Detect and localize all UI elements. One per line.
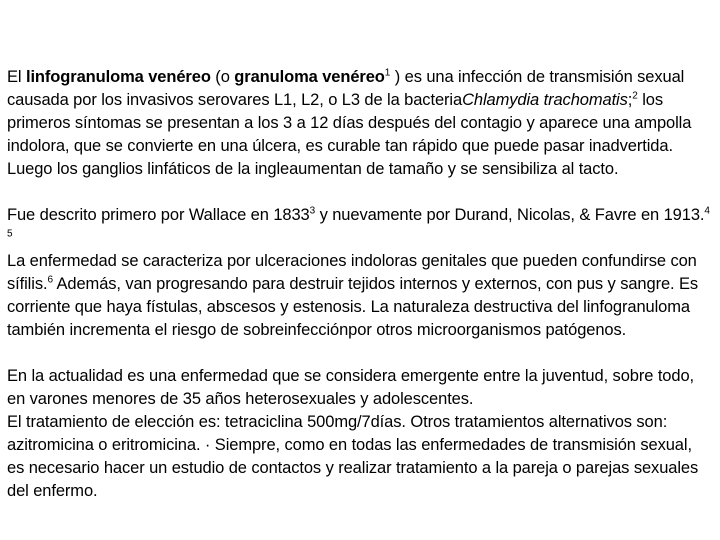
- paragraph-characteristics: [7, 250, 713, 342]
- paragraph-treatment: El tratamiento de elección es: tetraciclina 500mg/7días. Otros tratamientos alternativos son: azitromicina o eritromicina. · Siempre, como en todas las enfermedades de transmisión sexual, es necesario hacer un estudio de contactos y realizar tratamiento a la pareja o parejas sexuales del enfermo.: [7, 413, 699, 500]
- species-name: Chlamydia trachomatis: [462, 91, 628, 109]
- document-body: [7, 66, 713, 503]
- footnote-ref[interactable]: 1: [384, 67, 391, 79]
- paragraph-text: ;: [627, 91, 633, 109]
- paragraph-text: (o: [210, 68, 235, 86]
- paragraph-text: los primeros síntomas se presentan a los 3 a 12 días después del contagio y aparece una ampolla indolora, que se convierte en una úlcera, es curable tan rápido que puede pasar inadvertida. Luego los ganglios linfáticos de la ingleaumentan de tamaño y se sensibiliza al tacto.: [7, 91, 692, 178]
- term-linfogranuloma: linfogranuloma venéreo: [25, 68, 211, 86]
- term-granuloma: granuloma venéreo: [234, 68, 385, 86]
- paragraph-history: [7, 204, 713, 250]
- paragraph-definition: [7, 66, 713, 181]
- paragraph-epidemiology: En la actualidad es una enfermedad que se considera emergente entre la juventud, sobre todo, en varones menores de 35 años heterosexuales y adolescentes.: [7, 367, 695, 408]
- footnote-ref[interactable]: 6: [47, 274, 53, 286]
- paragraph-text: El: [7, 68, 26, 86]
- footnote-ref[interactable]: 2: [632, 90, 638, 102]
- paragraph-gap: [7, 342, 713, 365]
- paragraph-gap: [7, 181, 713, 204]
- paragraph-text: y nuevamente por Durand, Nicolas, & Favre en 1913.: [315, 206, 705, 224]
- footnote-ref[interactable]: 3: [309, 205, 316, 217]
- paragraph-text: Además, van progresando para destruir tejidos internos y externos, con pus y sangre. Es corriente que haya fístulas, abscesos y estenosis. La naturaleza destructiva del linfogranuloma también incrementa el riesgo de sobreinfecciónpor otros microorganismos patógenos.: [7, 275, 699, 339]
- paragraph-text: Fue descrito primero por Wallace en 1833: [7, 206, 310, 224]
- footnote-ref[interactable]: 4 5: [7, 205, 710, 240]
- paragraph-text: La enfermedad se caracteriza por ulceraciones indoloras genitales que pueden confundirse con sífilis.: [7, 252, 697, 293]
- paragraph-text: ) es una infección de transmisión sexual causada por los invasivos serovares L1, L2, o L3 de la bacteria: [7, 68, 685, 109]
